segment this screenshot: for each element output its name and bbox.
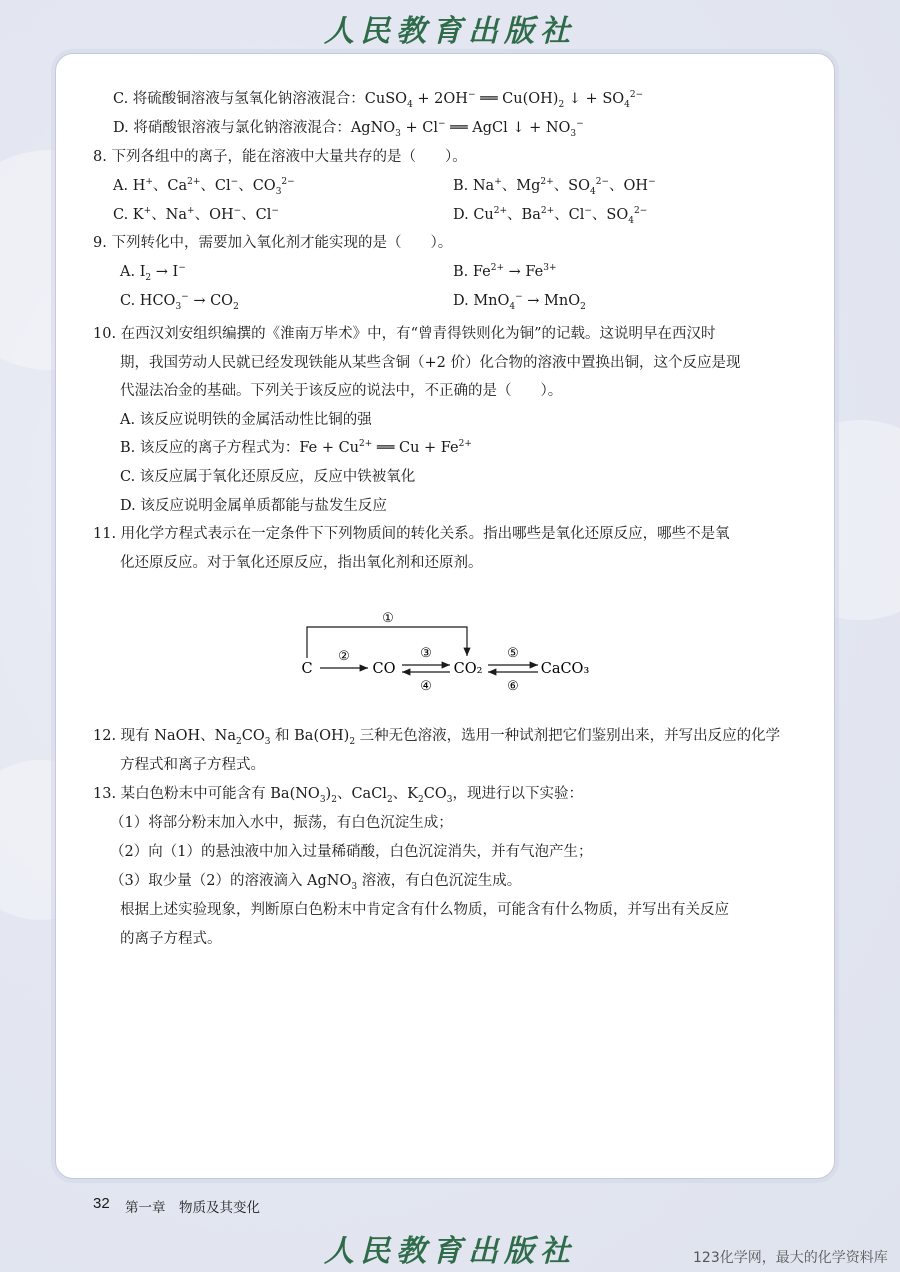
option-line: A. $I_2 \to I^-$ xyxy=(120,263,186,283)
conversion-diagram xyxy=(290,600,610,700)
node-co2: CO₂ xyxy=(453,661,483,677)
step-line: （2）向（1）的悬浊液中加入过量稀硝酸，白色沉淀消失，并有气泡产生； xyxy=(110,844,593,860)
question-12: 12. 现有 NaOH、$Na_2CO_3$ 和 $Ba(OH)_2$ 三种无色溶液，选用一种试剂把它们鉴别出来，并写出反应的化学 xyxy=(93,728,781,747)
arrow-1 xyxy=(307,627,467,658)
paragraph-line: 的离子方程式。 xyxy=(120,931,222,947)
option-line: B. 该反应的离子方程式为：$Fe + Cu^{2+}$ ══ $Cu + Fe^{2+}$ xyxy=(120,439,472,456)
paragraph-line: 化还原反应。对于氧化还原反应，指出氧化剂和还原剂。 xyxy=(120,555,483,571)
option-line: B. $Fe^{2+} \to Fe^{3+}$ xyxy=(453,263,557,280)
node-c: C xyxy=(301,661,313,677)
option-line: D. $Cu^{2+}$、$Ba^{2+}$、Cl−、$SO_4^{2-}$ xyxy=(453,206,648,226)
paragraph-line: 代湿法冶金的基础。下列关于该反应的说法中，不正确的是（ ）。 xyxy=(120,383,563,399)
option-line: D. 该反应说明金属单质都能与盐发生反应 xyxy=(120,498,387,514)
publisher-logo-bottom: 人民教育出版社 xyxy=(324,1234,576,1269)
label-4: ④ xyxy=(420,679,432,694)
option-line: C. 将硫酸铜溶液与氢氧化钠溶液混合：CuSO$_4$ + 2OH− ══ $Cu(OH)_2$ ↓ + $SO_4^{2-}$ xyxy=(113,90,644,110)
option-line: C. $HCO_3^- \to CO_2$ xyxy=(120,292,239,312)
question-13: 13. 某白色粉末中可能含有 $Ba(NO_3)_2$、CaCl$_2$、$K_2CO_3$，现进行以下实验： xyxy=(93,786,583,805)
option-line: D. MnO$_4$− → MnO$_2$ xyxy=(453,292,586,312)
site-watermark: 123化学网，最大的化学资料库 xyxy=(693,1250,888,1266)
label-3: ③ xyxy=(420,646,432,661)
question-8: 8. 下列各组中的离子，能在溶液中大量共存的是（ ）。 xyxy=(93,149,467,165)
page-number: 32 xyxy=(93,1195,110,1212)
option-line: C. 该反应属于氧化还原反应，反应中铁被氧化 xyxy=(120,469,416,485)
option-line: A. 该反应说明铁的金属活动性比铜的强 xyxy=(120,412,372,428)
label-6: ⑥ xyxy=(507,679,519,694)
label-1: ① xyxy=(382,611,394,626)
node-co: CO xyxy=(372,661,396,677)
publisher-logo-top: 人民教育出版社 xyxy=(324,14,576,49)
option-line: B. Na+、$Mg^{2+}$、$SO_4^{2-}$、OH− xyxy=(453,177,656,197)
paragraph-line: 根据上述实验现象，判断原白色粉末中肯定含有什么物质，可能含有什么物质，并写出有关反应 xyxy=(120,902,729,918)
label-2: ② xyxy=(338,649,350,664)
question-10: 10. 在西汉刘安组织编撰的《淮南万毕术》中，有“曾青得铁则化为铜”的记载。这说明早在西汉时 xyxy=(93,326,716,342)
step-line: （3）取少量（2）的溶液滴入 AgNO$_3$ 溶液，有白色沉淀生成。 xyxy=(110,873,522,892)
paragraph-line: 方程式和离子方程式。 xyxy=(120,757,265,773)
label-5: ⑤ xyxy=(507,646,519,661)
option-line: A. H+、$Ca^{2+}$、Cl−、$CO_3^{2-}$ xyxy=(113,177,295,197)
step-line: （1）将部分粉末加入水中，振荡，有白色沉淀生成； xyxy=(110,815,453,831)
chapter-title: 第一章 物质及其变化 xyxy=(125,1200,260,1216)
option-line: D. 将硝酸银溶液与氯化钠溶液混合：AgNO$_3$ + Cl− ══ AgCl ↓ + $NO_3^-$ xyxy=(113,119,584,139)
paragraph-line: 期，我国劳动人民就已经发现铁能从某些含铜（+2 价）化合物的溶液中置换出铜，这个反应是现 xyxy=(120,355,741,371)
question-9: 9. 下列转化中，需要加入氧化剂才能实现的是（ ）。 xyxy=(93,235,453,251)
node-caco3: CaCO₃ xyxy=(540,661,590,677)
question-11: 11. 用化学方程式表示在一定条件下下列物质间的转化关系。指出哪些是氧化还原反应，哪些不是氧 xyxy=(93,526,730,542)
option-line: C. K+、Na+、OH−、Cl− xyxy=(113,206,279,223)
